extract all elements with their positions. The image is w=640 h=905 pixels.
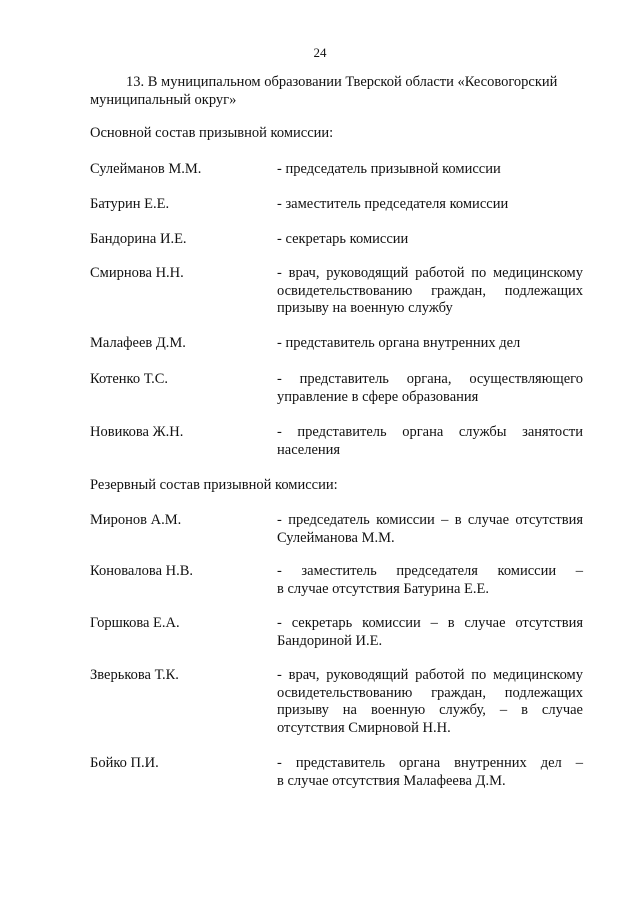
role-line: призыву на военную службу, – в случае xyxy=(277,702,583,718)
member-name: Миронов А.М. xyxy=(90,512,182,528)
role-line: управление в сфере образования xyxy=(277,388,479,405)
member-name: Горшкова Е.А. xyxy=(90,615,180,631)
role-line: в случае отсутствия Малафеева Д.М. xyxy=(277,772,506,789)
member-role xyxy=(277,563,583,598)
role-line: - врач, руководящий работой по медицинскому xyxy=(277,265,583,281)
member-role xyxy=(277,265,583,318)
role-line: - заместитель председателя комиссии xyxy=(277,196,509,212)
member-name: Котенко Т.С. xyxy=(90,371,169,387)
member-role xyxy=(277,667,583,737)
member-role xyxy=(277,755,583,790)
member-name: Новикова Ж.Н. xyxy=(90,424,184,440)
role-line: освидетельствованию граждан, подлежащих xyxy=(277,282,583,299)
role-line: - председатель комиссии – в случае отсутствия xyxy=(277,512,583,528)
role-line: - представитель органа службы занятости xyxy=(277,424,583,440)
member-name: Бандорина И.Е. xyxy=(90,231,187,247)
heading-line-1: 13. В муниципальном образовании Тверской области «Кесовогорский xyxy=(126,74,558,90)
role-line: - председатель призывной комиссии xyxy=(277,161,501,177)
role-line: - секретарь комиссии – в случае отсутствия xyxy=(277,615,583,631)
member-role xyxy=(277,196,583,214)
role-line: - врач, руководящий работой по медицинскому xyxy=(277,667,583,683)
main-composition-title: Основной состав призывной комиссии: xyxy=(90,125,334,141)
role-line: освидетельствованию граждан, подлежащих xyxy=(277,684,583,701)
role-line: - заместитель председателя комиссии – xyxy=(277,563,583,579)
heading-line-2: муниципальный округ» xyxy=(90,91,237,108)
member-role xyxy=(277,335,583,353)
member-role xyxy=(277,512,583,547)
role-line: призыву на военную службу xyxy=(277,300,453,316)
reserve-composition-title: Резервный состав призывной комиссии: xyxy=(90,477,338,493)
role-line: Сулейманова М.М. xyxy=(277,529,395,546)
role-line: Бандориной И.Е. xyxy=(277,632,383,649)
member-role xyxy=(277,371,583,406)
role-line: - представитель органа, осуществляющего xyxy=(277,371,583,387)
member-name: Бойко П.И. xyxy=(90,755,159,771)
member-name: Коновалова Н.В. xyxy=(90,563,194,579)
role-line: отсутствия Смирновой Н.Н. xyxy=(277,719,451,736)
page-number: 24 xyxy=(313,45,327,60)
role-line: - представитель органа внутренних дел – xyxy=(277,755,583,771)
role-line: - секретарь комиссии xyxy=(277,231,409,247)
member-name: Зверькова Т.К. xyxy=(90,667,179,683)
role-line: населения xyxy=(277,441,341,458)
member-name: Смирнова Н.Н. xyxy=(90,265,184,281)
member-name: Сулейманов М.М. xyxy=(90,161,202,177)
member-role xyxy=(277,424,583,459)
member-role xyxy=(277,231,583,249)
role-line: - представитель органа внутренних дел xyxy=(277,335,521,351)
member-role xyxy=(277,161,583,179)
member-name: Малафеев Д.М. xyxy=(90,335,186,351)
section-heading xyxy=(90,74,584,109)
member-name: Батурин Е.Е. xyxy=(90,196,170,212)
role-line: в случае отсутствия Батурина Е.Е. xyxy=(277,580,490,597)
member-role xyxy=(277,615,583,650)
